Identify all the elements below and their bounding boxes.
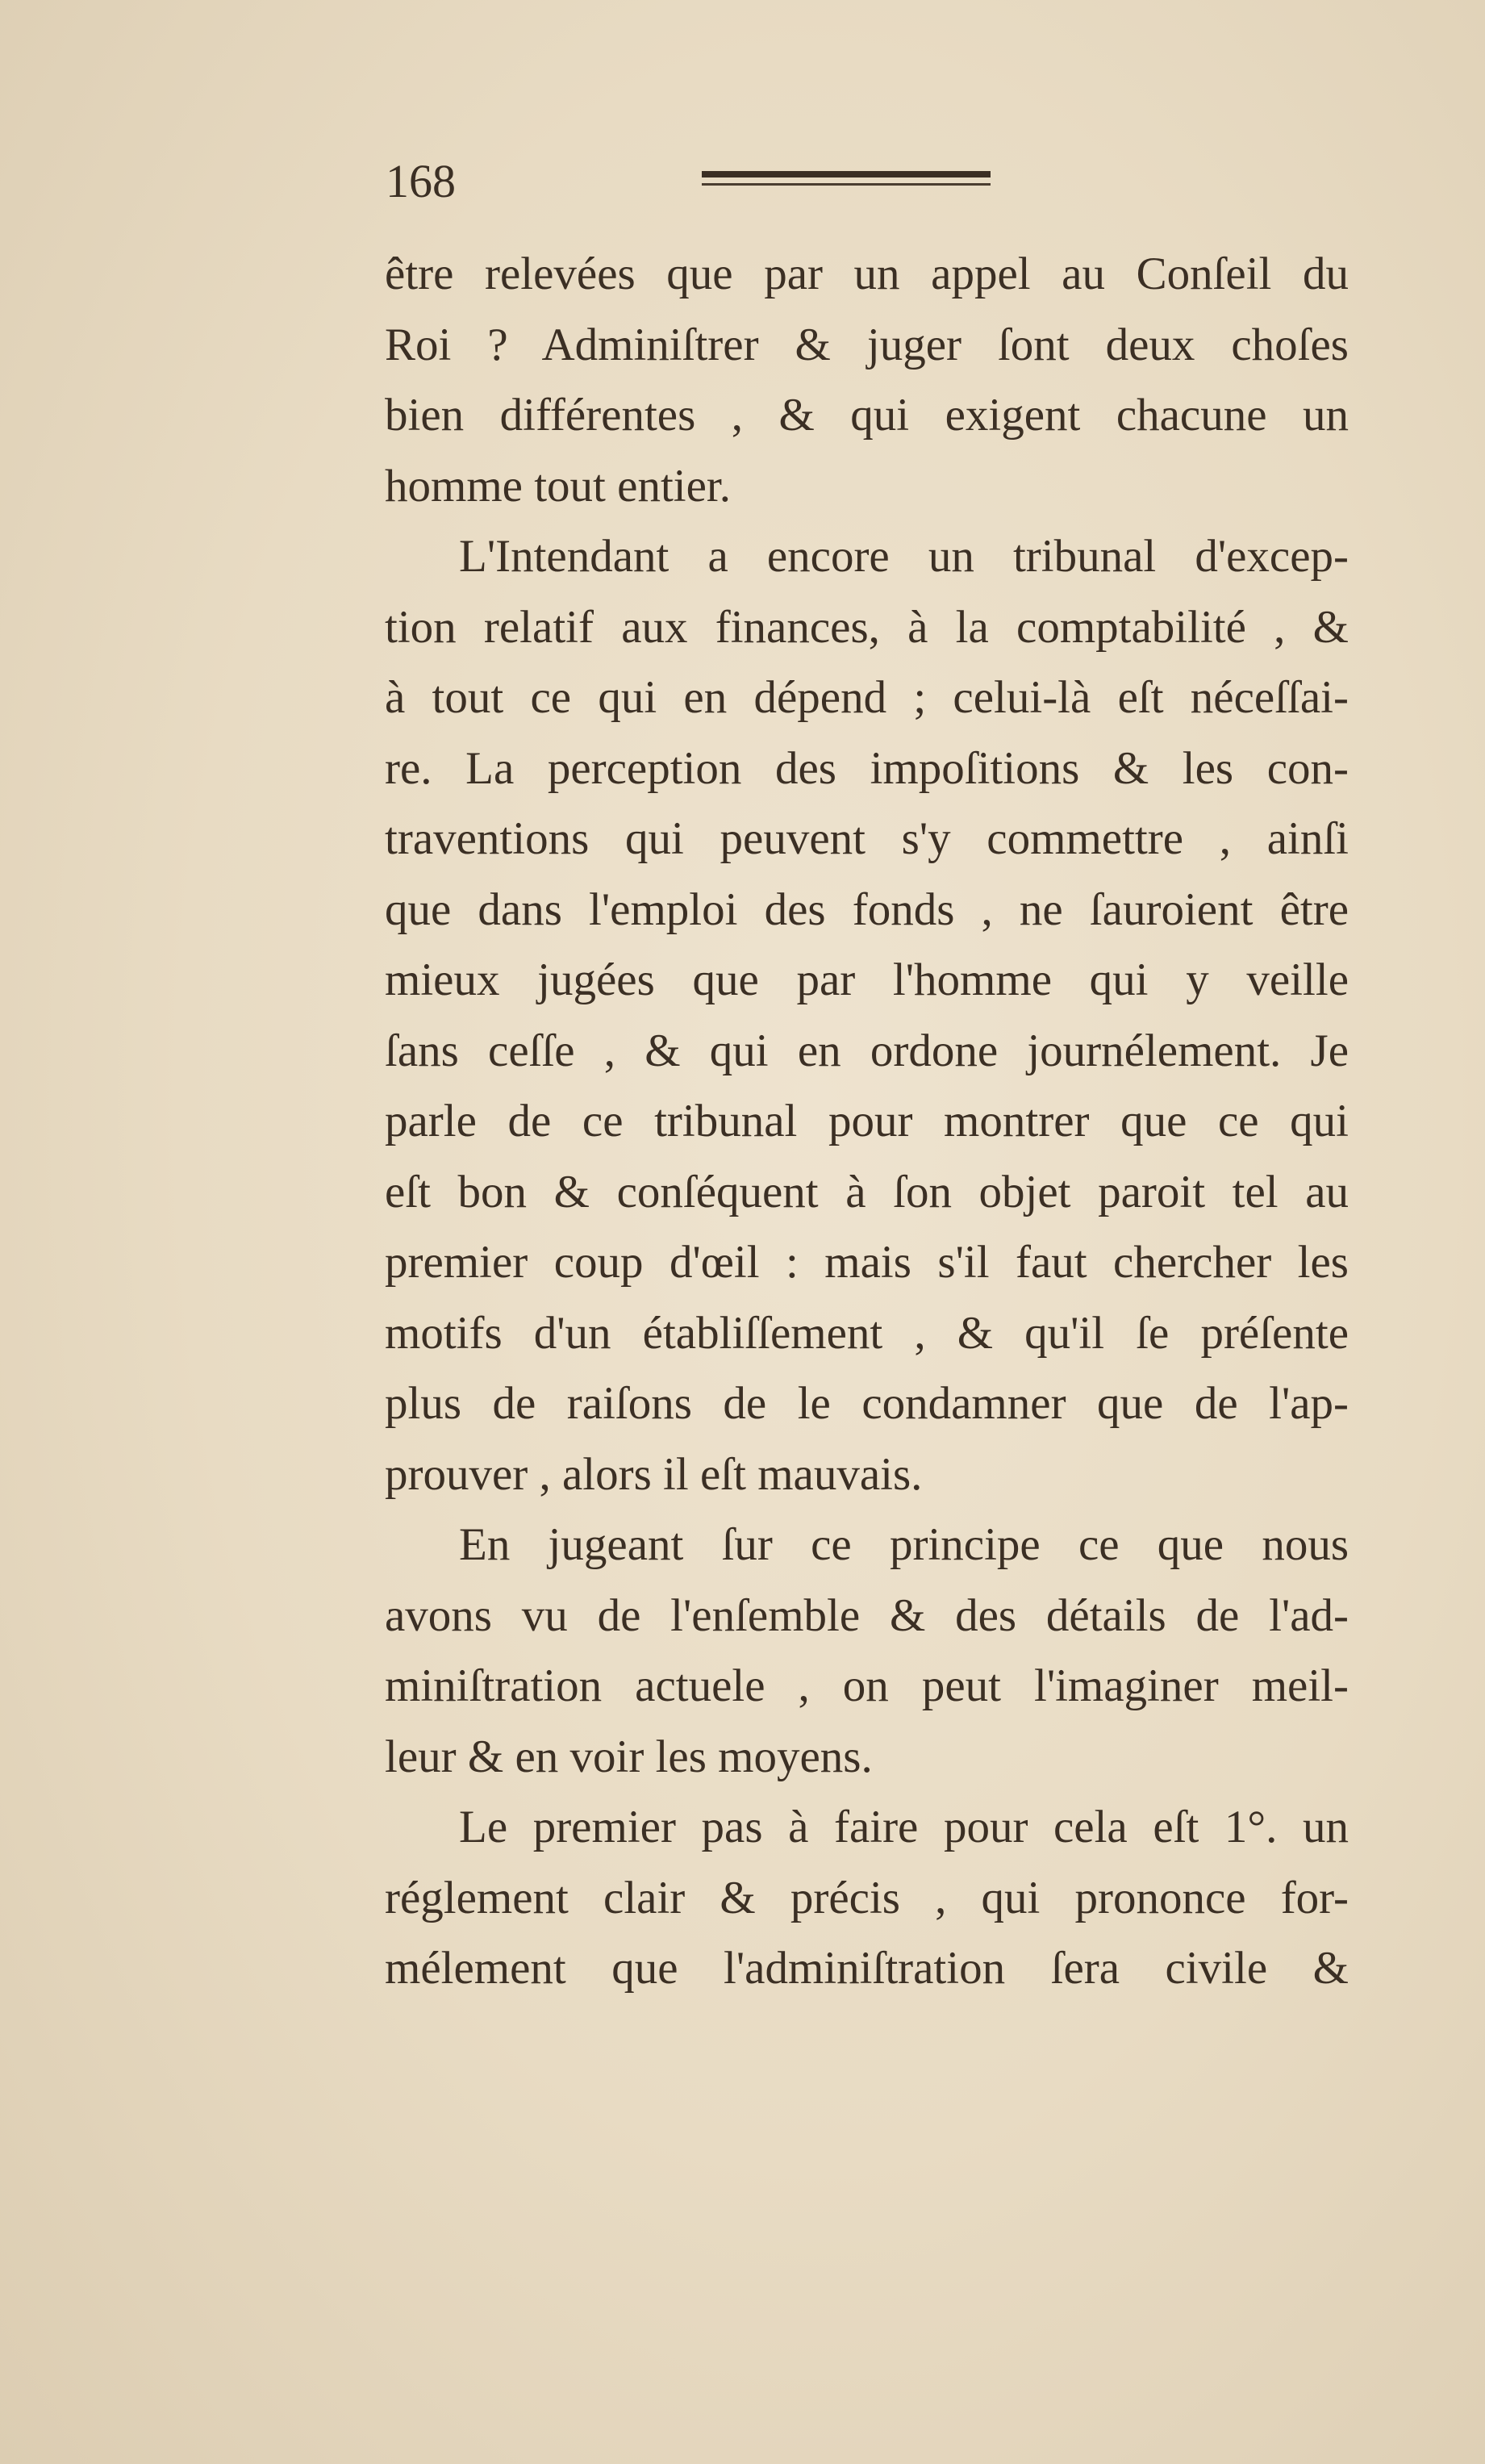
text-line: prouver , alors il eſt mauvais. [385,1448,923,1500]
text-line: tion relatif aux finances, à la comptabilité , & [385,601,1349,653]
text-line: Roi ? Adminiſtrer & juger ſont deux choſes [385,319,1349,370]
text-line: à tout ce qui en dépend ; celui-là eſt néceſſai- [385,672,1349,723]
text-line: être relevées que par un appel au Conſeil du [385,248,1349,299]
text-line: que dans l'emploi des fonds , ne ſauroient être [385,883,1349,935]
text-line: homme tout entier. [385,460,732,512]
text-line: eſt bon & conſéquent à ſon objet paroit tel au [385,1166,1349,1217]
text-line: leur & en voir les moyens. [385,1731,873,1782]
text-line: premier coup d'œil : mais s'il faut chercher les [385,1237,1349,1288]
text-line: avons vu de l'enſemble & des détails de l'ad- [385,1589,1349,1641]
text-line: motifs d'un établiſſement , & qu'il ſe préſente [385,1307,1349,1359]
text-line: bien différentes , & qui exigent chacune un [385,390,1349,441]
page-number: 168 [386,155,456,207]
text-line: miniſtration actuele , on peut l'imaginer meil- [385,1660,1349,1711]
text-line: mélement que l'adminiſtration ſera civile & [385,1943,1349,1994]
text-line: mieux jugées que par l'homme qui y veille [385,954,1349,1005]
text-line: Le premier pas à faire pour cela eſt 1°. un [459,1802,1349,1852]
text-line: ſans ceſſe , & qui en ordone journélement. Je [385,1025,1349,1076]
text-line: En jugeant ſur ce principe ce que nous [459,1519,1349,1570]
body-text [385,239,1349,2004]
text-line: re. La perception des impoſitions & les con- [385,742,1349,794]
text-line: traventions qui peuvent s'y commettre , ainſi [385,813,1349,864]
text-line: L'Intendant a encore un tribunal d'excep- [459,531,1349,582]
text-line: réglement clair & précis , qui prononce for- [385,1872,1349,1923]
header-rule [702,171,991,186]
text-line: plus de raiſons de le condamner que de l'ap- [385,1378,1349,1429]
text-line: parle de ce tribunal pour montrer que ce qui [385,1096,1349,1146]
